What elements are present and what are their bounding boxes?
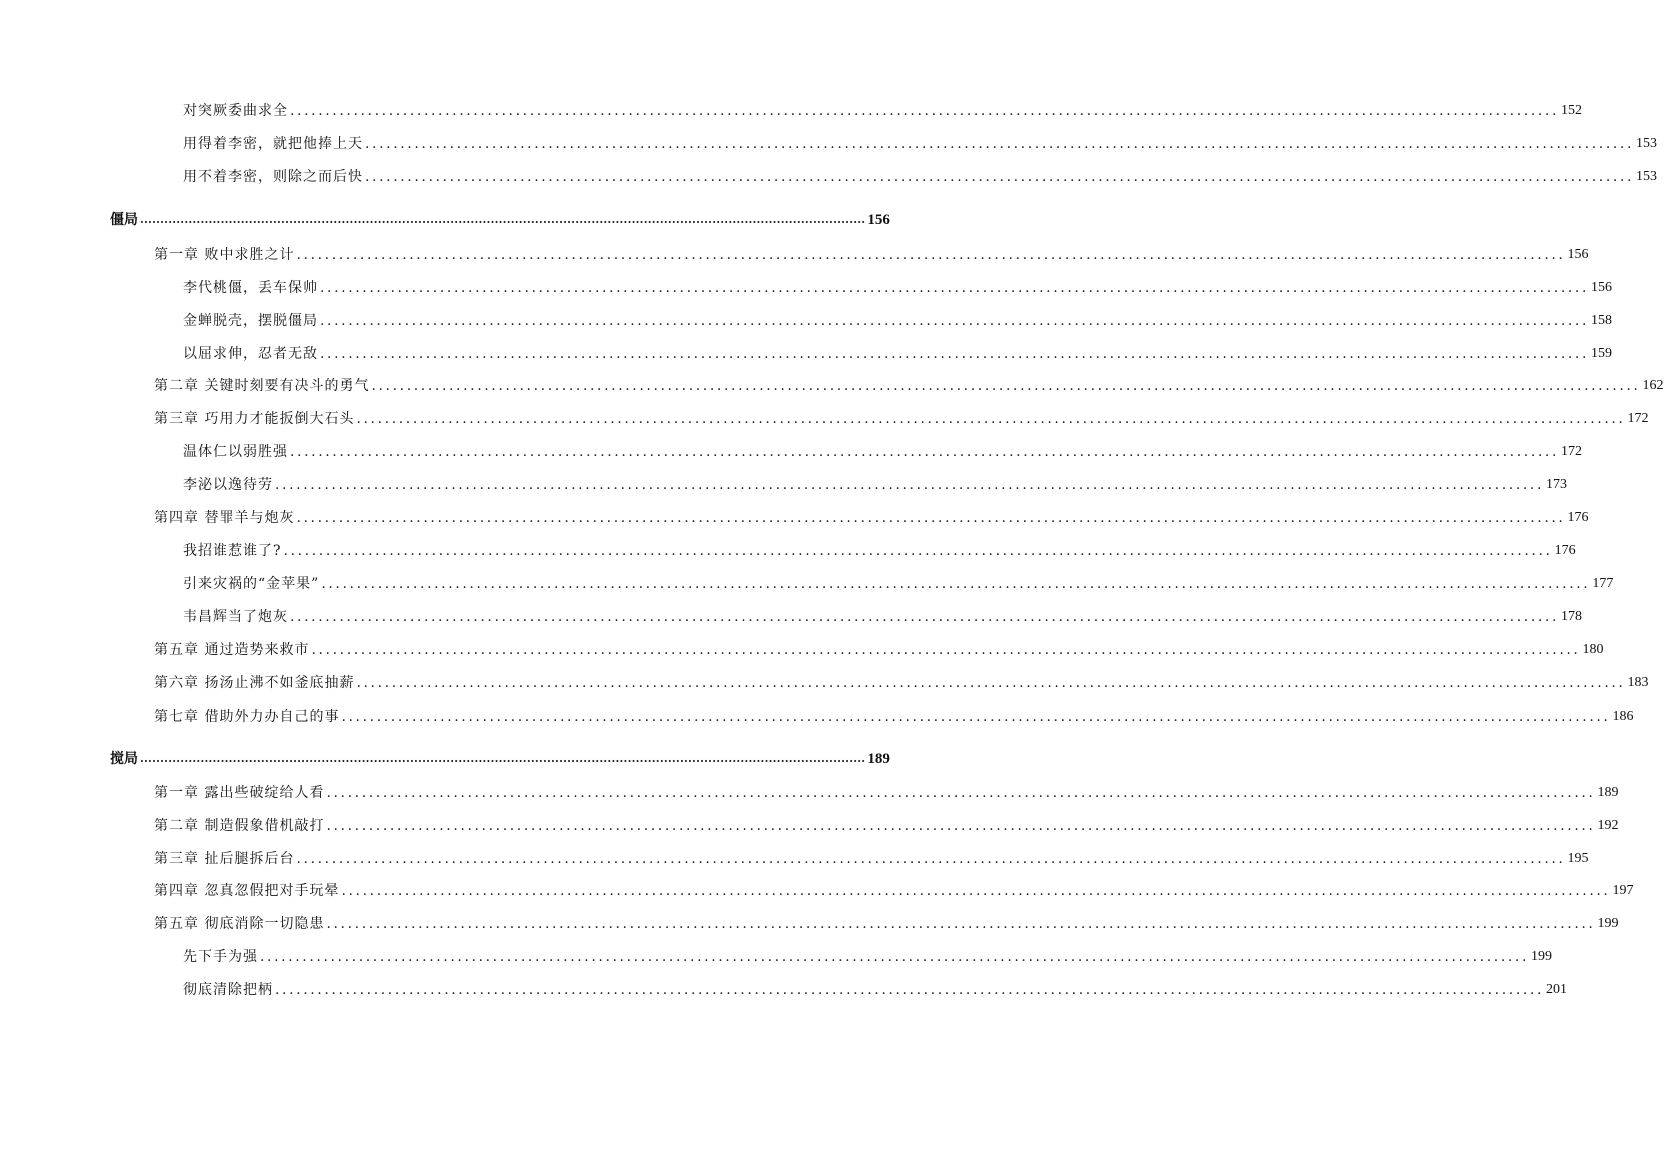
toc-entry[interactable]	[154, 635, 1604, 659]
page-number: 152	[1561, 103, 1583, 118]
dot-leader: ....................................................................................................................................................................................	[311, 642, 1581, 658]
dot-leader: ....................................................................................................................................................................................	[371, 378, 1641, 394]
toc-entry[interactable]	[183, 306, 1613, 330]
toc-entry[interactable]	[154, 702, 1634, 726]
toc-entry[interactable]	[154, 876, 1634, 900]
toc-entry[interactable]	[183, 96, 1583, 120]
toc-entry[interactable]	[154, 404, 1649, 428]
page-number: 156	[1591, 280, 1613, 295]
dot-leader: ....................................................................................................................................................................................	[365, 169, 1635, 185]
entry-title: 温体仁以弱胜强	[183, 444, 288, 460]
page-number: 153	[1636, 169, 1658, 184]
page-number: 156	[867, 212, 890, 228]
toc-entry[interactable]	[183, 602, 1583, 626]
page-number: 172	[1561, 444, 1583, 459]
dot-leader: ....................................................................................................................................................................................	[296, 247, 1566, 263]
entry-title: 第四章 忽真忽假把对手玩晕	[154, 883, 340, 899]
entry-title: 第三章 扯后腿拆后台	[154, 851, 295, 867]
dot-leader: ....................................................................................................................................................................................	[320, 313, 1590, 329]
page-number: 189	[867, 751, 890, 767]
toc-entry[interactable]	[154, 668, 1649, 692]
dot-leader: ....................................................................................................................................................................................	[356, 411, 1626, 427]
toc-entry[interactable]	[154, 909, 1619, 933]
toc-entry[interactable]	[154, 371, 1664, 395]
toc-entry[interactable]	[154, 811, 1619, 835]
dot-leader: ....................................................................................................................................................................................	[365, 136, 1635, 152]
toc-entry[interactable]	[154, 844, 1589, 868]
page-number: 173	[1546, 477, 1568, 492]
toc-entry[interactable]	[183, 339, 1613, 363]
page-number: 177	[1592, 576, 1614, 591]
entry-title: 用得着李密，就把他捧上天	[183, 136, 363, 152]
part-title: 搅局	[110, 751, 138, 767]
toc-entry[interactable]	[183, 942, 1553, 966]
page-number: 183	[1627, 675, 1649, 690]
entry-title: 第三章 巧用力才能扳倒大石头	[154, 411, 355, 427]
entry-title: 用不着李密，则除之而后快	[183, 169, 363, 185]
toc-entry[interactable]	[183, 975, 1568, 999]
dot-leader: ....................................................................................................................................................................................	[290, 444, 1560, 460]
dot-leader: ....................................................................................................................................................................................	[320, 280, 1590, 296]
entry-title: 第六章 扬汤止沸不如釜底抽薪	[154, 675, 355, 691]
toc-entry[interactable]	[154, 503, 1589, 527]
entry-title: 李泌以逸待劳	[183, 477, 273, 493]
dot-leader: ....................................................................................................................................................................................	[356, 675, 1626, 691]
page-number: 199	[1597, 916, 1619, 931]
toc-part[interactable]	[110, 744, 890, 768]
page-number: 158	[1591, 313, 1613, 328]
entry-title: 第七章 借助外力办自己的事	[154, 709, 340, 725]
toc-entry[interactable]	[183, 470, 1568, 494]
dot-leader: ....................................................................................................................................................................................	[326, 818, 1596, 834]
entry-title: 第二章 关键时刻要有决斗的勇气	[154, 378, 370, 394]
entry-title: 先下手为强	[183, 949, 258, 965]
entry-title: 第一章 败中求胜之计	[154, 247, 295, 263]
dot-leader: ....................................................................................................................................................................................	[341, 709, 1611, 725]
dot-leader: ....................................................................................................................................................................................	[290, 609, 1560, 625]
page-number: 197	[1612, 883, 1634, 898]
toc-entry[interactable]	[183, 162, 1658, 186]
page-number: 180	[1582, 642, 1604, 657]
page-number: 199	[1531, 949, 1553, 964]
page-number: 172	[1627, 411, 1649, 426]
entry-title: 第五章 彻底消除一切隐患	[154, 916, 325, 932]
toc-entry[interactable]	[154, 778, 1619, 802]
toc-entry[interactable]	[183, 569, 1614, 593]
page-number: 176	[1554, 543, 1576, 558]
entry-title: 彻底清除把柄	[183, 982, 273, 998]
entry-title: 第五章 通过造势来救市	[154, 642, 310, 658]
dot-leader: ....................................................................................................................................................................................	[321, 576, 1591, 592]
dot-leader: ....................................................................................................................................................................................	[275, 982, 1545, 998]
dot-leader: ....................................................................................................................................................................................	[326, 916, 1596, 932]
toc-entry[interactable]	[154, 240, 1589, 264]
page-number: 153	[1636, 136, 1658, 151]
toc-part[interactable]	[110, 205, 890, 229]
page-number: 195	[1567, 851, 1589, 866]
page-number: 186	[1612, 709, 1634, 724]
entry-title: 第四章 替罪羊与炮灰	[154, 510, 295, 526]
dot-leader: ....................................................................................................................................................................................	[283, 543, 1553, 559]
page-number: 156	[1567, 247, 1589, 262]
dot-leader: ....................................................................................................................................................................................	[140, 752, 866, 765]
dot-leader: ....................................................................................................................................................................................	[140, 213, 866, 226]
page-number: 159	[1591, 346, 1613, 361]
entry-title: 我招谁惹谁了?	[183, 543, 282, 559]
toc-entry[interactable]	[183, 437, 1583, 461]
dot-leader: ....................................................................................................................................................................................	[341, 883, 1611, 899]
dot-leader: ....................................................................................................................................................................................	[290, 103, 1560, 119]
dot-leader: ....................................................................................................................................................................................	[275, 477, 1545, 493]
dot-leader: ....................................................................................................................................................................................	[320, 346, 1590, 362]
entry-title: 第一章 露出些破绽给人看	[154, 785, 325, 801]
dot-leader: ....................................................................................................................................................................................	[260, 949, 1530, 965]
page-number: 176	[1567, 510, 1589, 525]
page-number: 178	[1561, 609, 1583, 624]
page-number: 201	[1546, 982, 1568, 997]
dot-leader: ....................................................................................................................................................................................	[296, 510, 1566, 526]
page-number: 189	[1597, 785, 1619, 800]
dot-leader: ....................................................................................................................................................................................	[326, 785, 1596, 801]
page-number: 192	[1597, 818, 1619, 833]
entry-title: 以屈求伸，忍者无敌	[183, 346, 318, 362]
part-title: 僵局	[110, 212, 138, 228]
entry-title: 李代桃僵，丢车保帅	[183, 280, 318, 296]
page-number: 162	[1642, 378, 1664, 393]
toc-entry[interactable]	[183, 536, 1576, 560]
toc-entry[interactable]	[183, 273, 1613, 297]
entry-title: 第二章 制造假象借机敲打	[154, 818, 325, 834]
entry-title: 金蝉脱壳，摆脱僵局	[183, 313, 318, 329]
toc-entry[interactable]	[183, 129, 1658, 153]
entry-title: 引来灾祸的“金苹果”	[183, 576, 320, 592]
entry-title: 对突厥委曲求全	[183, 103, 288, 119]
entry-title: 韦昌辉当了炮灰	[183, 609, 288, 625]
dot-leader: ....................................................................................................................................................................................	[296, 851, 1566, 867]
